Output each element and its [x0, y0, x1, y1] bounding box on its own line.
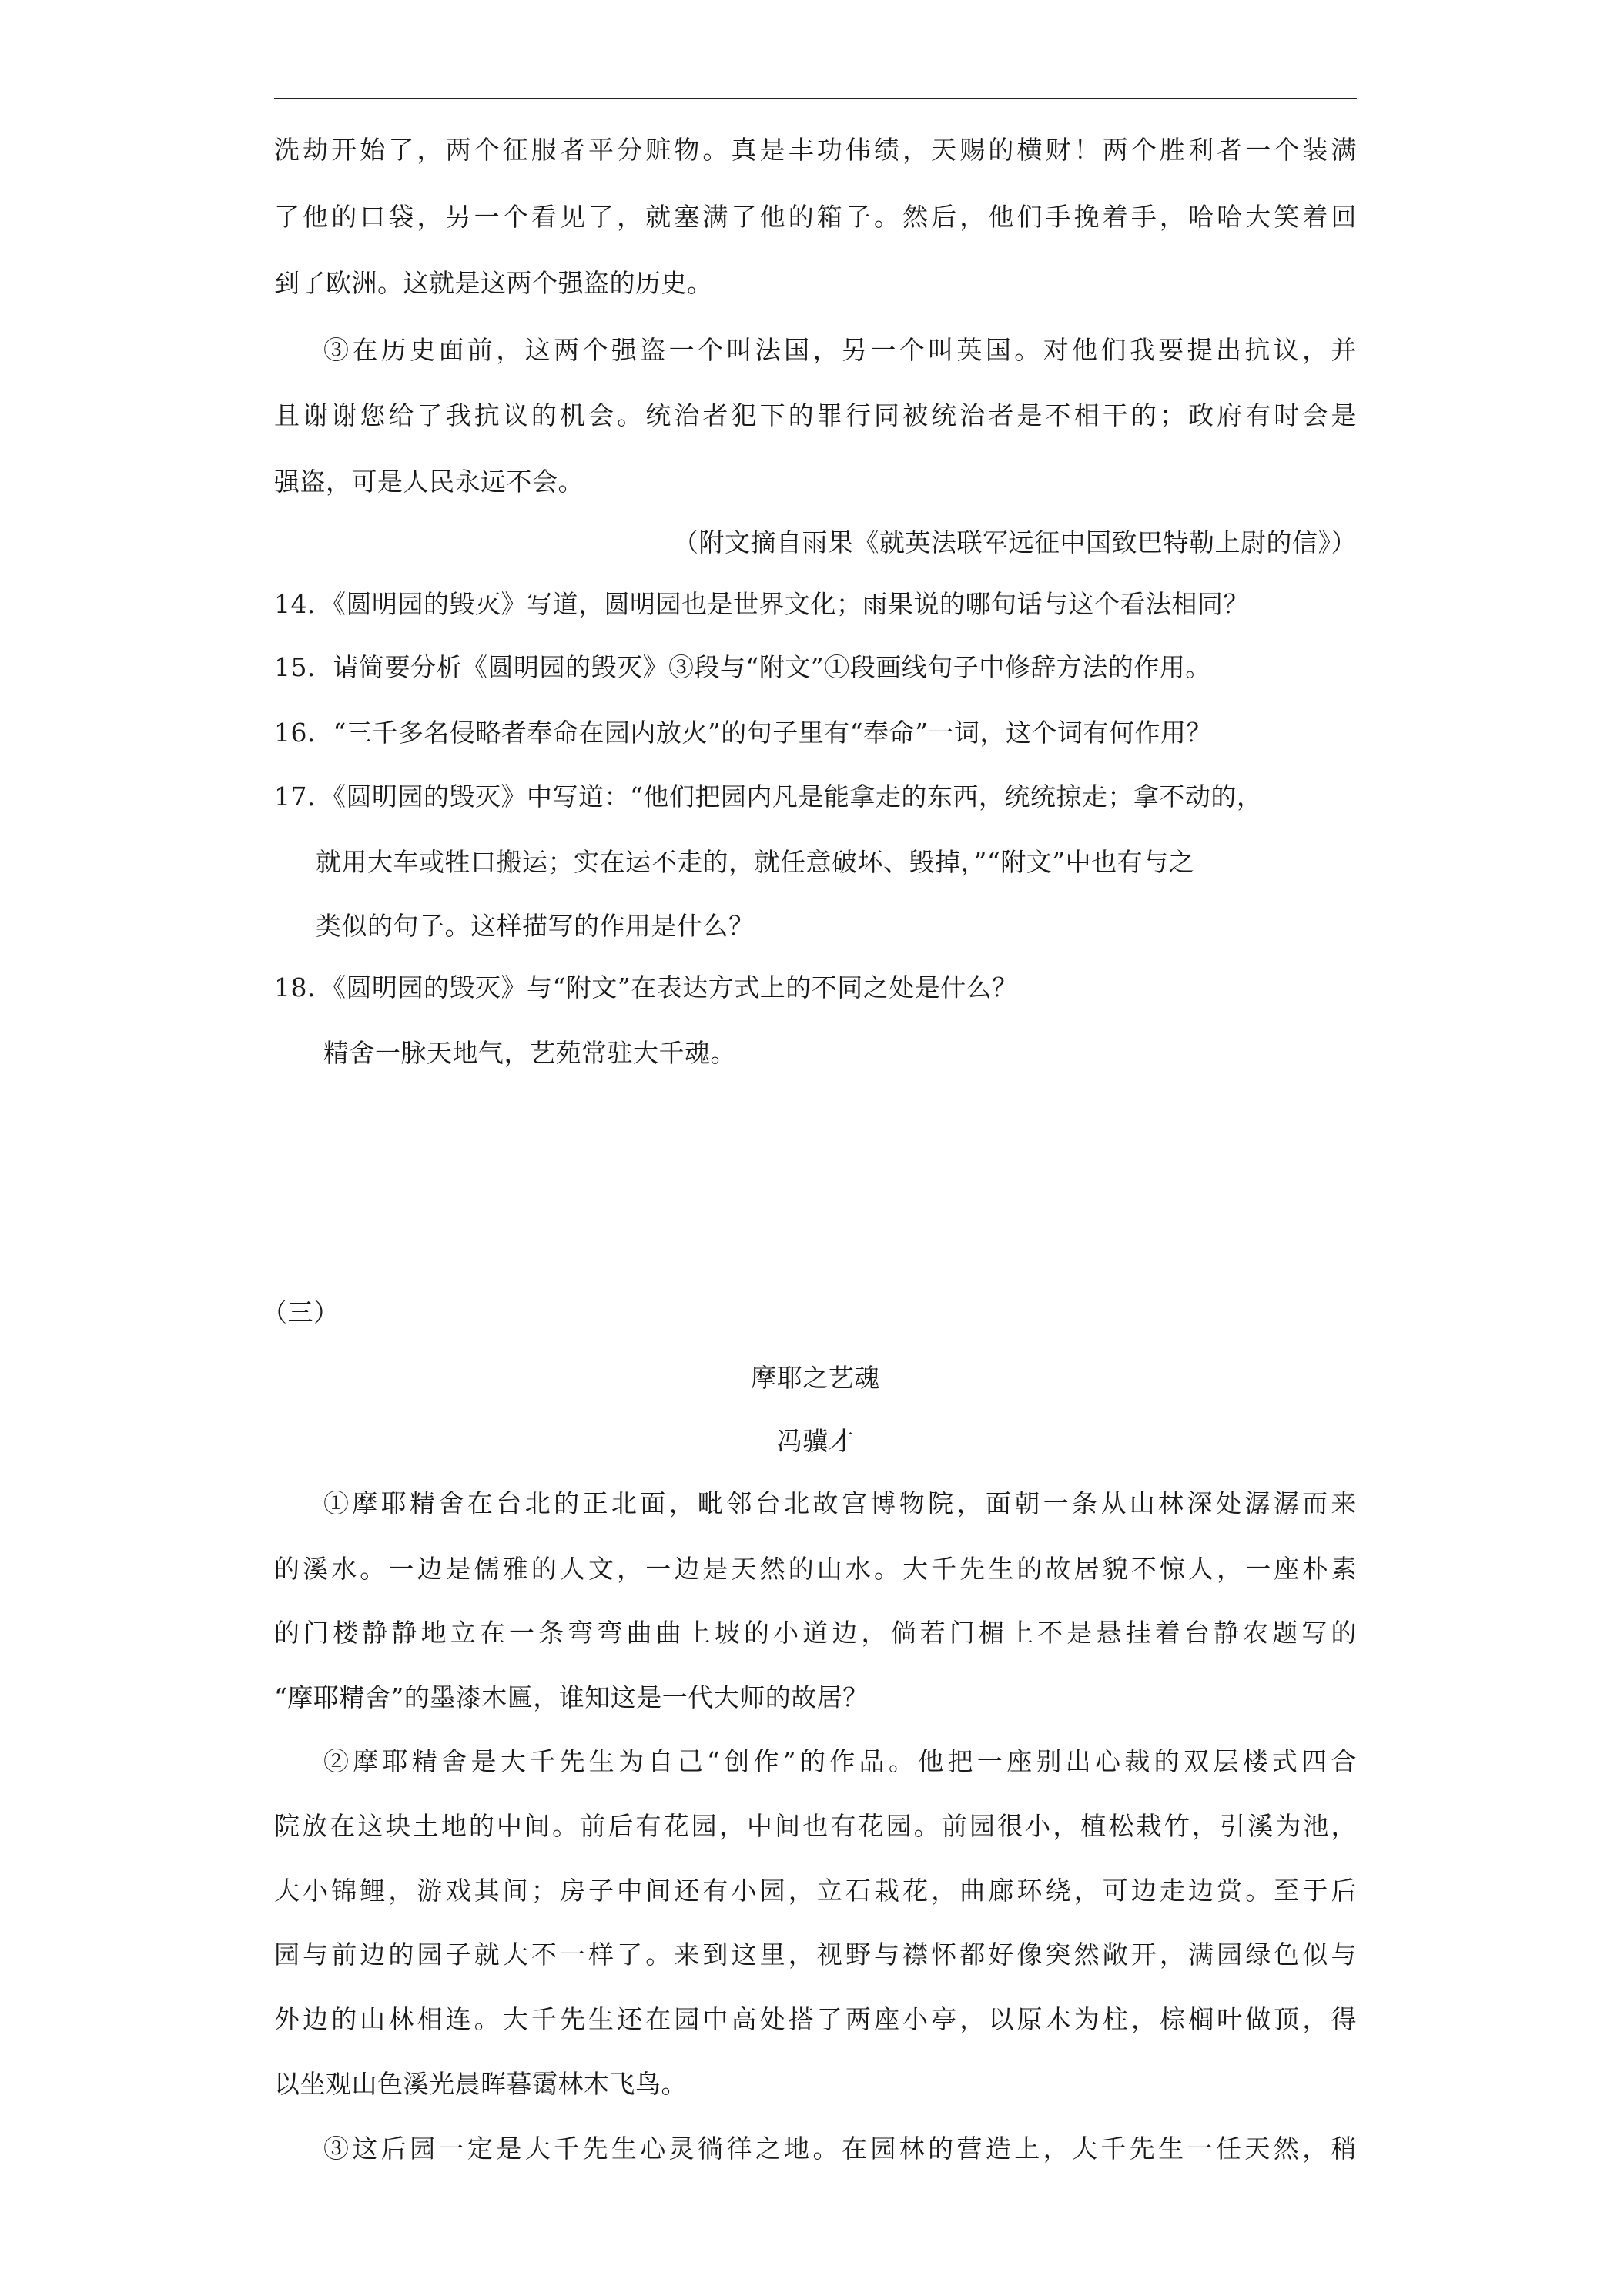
passage-paragraph-3-line: 且谢谢您给了我抗议的机会。统治者犯下的罪行同被统治者是不相干的；政府有时会是 — [274, 400, 1357, 430]
article-paragraph-2-line: 院放在这块土地的中间。前后有花园，中间也有花园。前园很小，植松栽竹，引溪为池， — [274, 1811, 1357, 1841]
passage-line: 到了欧洲。这就是这两个强盗的历史。 — [274, 268, 713, 298]
question-17-line: 类似的句子。这样描写的作用是什么？ — [316, 911, 755, 941]
question-14: 14．《圆明园的毁灭》写道，圆明园也是世界文化；雨果说的哪句话与这个看法相同？ — [274, 589, 1249, 619]
question-18: 18．《圆明园的毁灭》与“附文”在表达方式上的不同之处是什么？ — [274, 972, 1018, 1002]
header-rule — [274, 98, 1357, 99]
passage-line: 洗劫开始了，两个征服者平分赃物。真是丰功伟绩，天赐的横财！两个胜利者一个装满 — [274, 135, 1357, 165]
passage-line: 了他的口袋，另一个看见了，就塞满了他的箱子。然后，他们手挽着手，哈哈大笑着回 — [274, 202, 1357, 232]
article-title: 摩耶之艺魂 — [751, 1363, 880, 1393]
section-label: （三） — [262, 1297, 340, 1327]
article-paragraph-2-line: ②摩耶精舍是大千先生为自己“创作”的作品。他把一座别出心裁的双层楼式四合 — [323, 1746, 1357, 1776]
article-paragraph-1-line: “摩耶精舍”的墨漆木匾，谁知这是一代大师的故居？ — [274, 1682, 869, 1712]
article-author: 冯骥才 — [776, 1426, 855, 1456]
article-paragraph-2-line: 以坐观山色溪光晨晖暮霭林木飞鸟。 — [274, 2069, 687, 2099]
article-paragraph-1-line: 的溪水。一边是儒雅的人文，一边是天然的山水。大千先生的故居貌不惊人，一座朴素 — [274, 1554, 1357, 1584]
epigraph: 精舍一脉天地气，艺苑常驻大千魂。 — [323, 1038, 736, 1068]
article-paragraph-2-line: 园与前边的园子就大不一样了。来到这里，视野与襟怀都好像突然敞开，满园绿色似与 — [274, 1940, 1357, 1970]
source-note: （附文摘自雨果《就英法联军远征中国致巴特勒上尉的信》） — [673, 527, 1357, 557]
article-paragraph-1-line: 的门楼静静地立在一条弯弯曲曲上坡的小道边，倘若门楣上不是悬挂着台静农题写的 — [274, 1618, 1357, 1648]
question-15: 15．请简要分析《圆明园的毁灭》③段与“附文”①段画线句子中修辞方法的作用。 — [274, 652, 1211, 682]
article-paragraph-2-line: 外边的山林相连。大千先生还在园中高处搭了两座小亭，以原木为柱，棕榈叶做顶，得 — [274, 2004, 1357, 2034]
article-paragraph-3-line: ③这后园一定是大千先生心灵徜徉之地。在园林的营造上，大千先生一任天然，稍 — [323, 2134, 1357, 2164]
question-17-line: 17．《圆明园的毁灭》中写道：“他们把园内凡是能拿走的东西，统统掠走；拿不动的， — [274, 782, 1263, 812]
passage-paragraph-3-line: 强盗，可是人民永远不会。 — [274, 467, 584, 497]
article-paragraph-1-line: ①摩耶精舍在台北的正北面，毗邻台北故宫博物院，面朝一条从山林深处潺潺而来 — [323, 1488, 1357, 1518]
question-16: 16．“三千多名侵略者奉命在园内放火”的句子里有“奉命”一词，这个词有何作用？ — [274, 718, 1212, 748]
article-paragraph-2-line: 大小锦鲤，游戏其间；房子中间还有小园，立石栽花，曲廊环绕，可边走边赏。至于后 — [274, 1876, 1357, 1906]
question-17-line: 就用大车或牲口搬运；实在运不走的，就任意破坏、毁掉，”“附文”中也有与之 — [316, 847, 1195, 877]
passage-paragraph-3-line: ③在历史面前，这两个强盗一个叫法国，另一个叫英国。对他们我要提出抗议，并 — [323, 335, 1357, 365]
